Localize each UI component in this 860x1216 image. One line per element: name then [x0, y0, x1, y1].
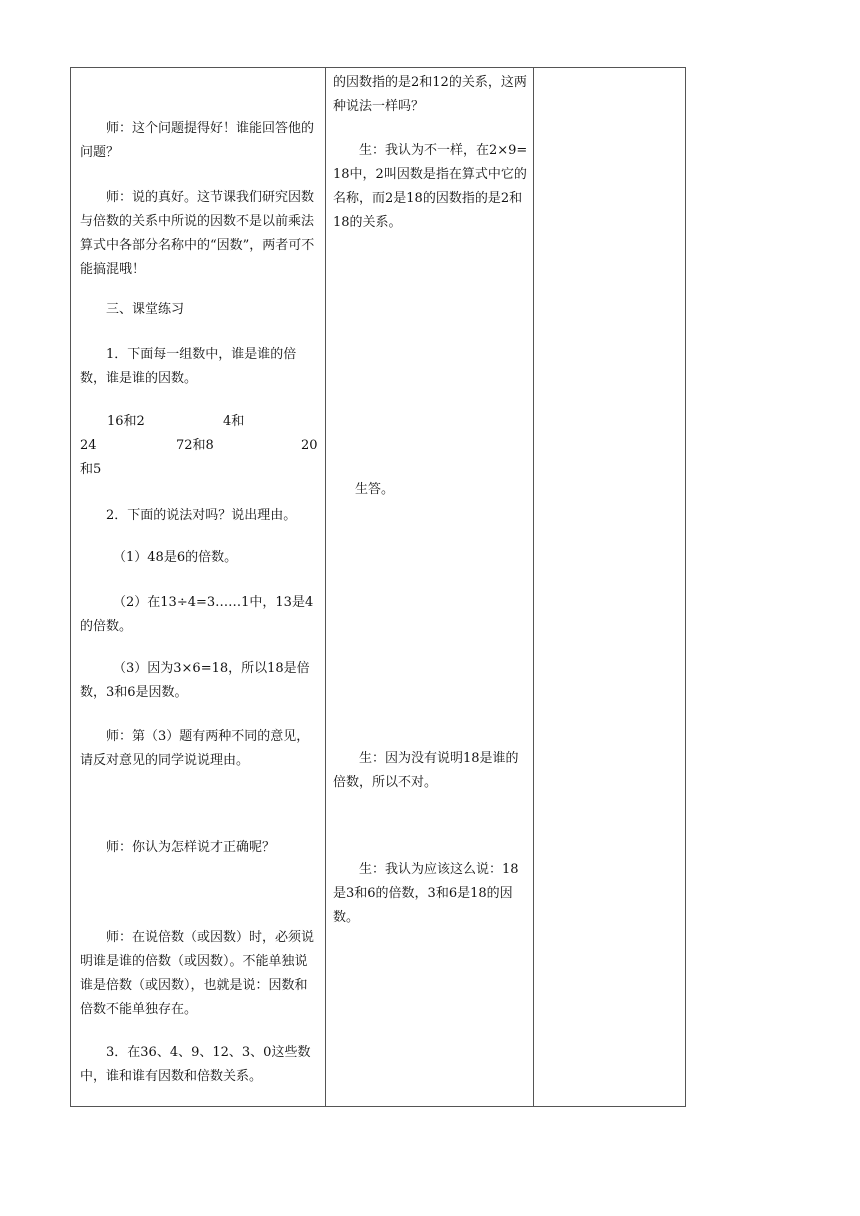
- teacher-paragraph-1: 师：这个问题提得好！谁能回答他的问题？: [80, 121, 315, 160]
- student-paragraph-4: 生：我认为应该这么说：18是3和6的倍数，3和6是18的因数。: [333, 862, 519, 925]
- exercise-1-pair-3: 72和8: [176, 438, 214, 453]
- student-answer: 生答。: [355, 482, 395, 497]
- exercise-1-pair-1: 16和2: [107, 414, 145, 429]
- column-divider-2: [533, 67, 534, 1107]
- exercise-1-pair-2b: 24: [80, 438, 97, 453]
- student-paragraph-3: 生：因为没有说明18是谁的倍数，所以不对。: [333, 751, 519, 790]
- teacher-paragraph-2: 师：说的真好。这节课我们研究因数与倍数的关系中所说的因数不是以前乘法算式中各部分名称中的“因数”，两者可不能搞混哦！: [80, 190, 315, 277]
- exercise-2-item-3: （3）因为3×6=18，所以18是倍数，3和6是因数。: [80, 661, 310, 700]
- teacher-paragraph-3: 师：第（3）题有两种不同的意见，请反对意见的同学说说理由。: [80, 729, 310, 768]
- teacher-paragraph-5: 师：在说倍数（或因数）时，必须说明谁是谁的倍数（或因数）。不能单独说谁是倍数（或因数），也就是说：因数和倍数不能单独存在。: [80, 930, 315, 1017]
- column-divider-1: [325, 67, 326, 1107]
- exercise-2-item-1: （1）48是6的倍数。: [113, 550, 238, 565]
- exercise-1-pair-4b: 和5: [80, 462, 102, 477]
- teacher-paragraph-4: 师：你认为怎样说才正确呢？: [106, 840, 276, 855]
- section-heading-practice: 三、课堂练习: [106, 302, 185, 317]
- exercise-2-prompt: 2．下面的说法对吗？说出理由。: [106, 508, 297, 523]
- exercise-1-pair-2a: 4和: [223, 414, 245, 429]
- exercise-3-prompt: 3．在36、4、9、12、3、0这些数中，谁和谁有因数和倍数关系。: [80, 1045, 311, 1084]
- exercise-2-item-2: （2）在13÷4=3……1中，13是4的倍数。: [80, 595, 314, 634]
- student-paragraph-1: 的因数指的是2和12的关系，这两种说法一样吗？: [333, 75, 527, 114]
- exercise-1-prompt: 1．下面每一组数中，谁是谁的倍数，谁是谁的因数。: [80, 347, 297, 386]
- student-paragraph-2: 生：我认为不一样，在2×9=18中，2叫因数是指在算式中它的名称，而2是18的因数指的是2和18的关系。: [333, 143, 528, 230]
- exercise-1-pair-4a: 20: [301, 438, 318, 453]
